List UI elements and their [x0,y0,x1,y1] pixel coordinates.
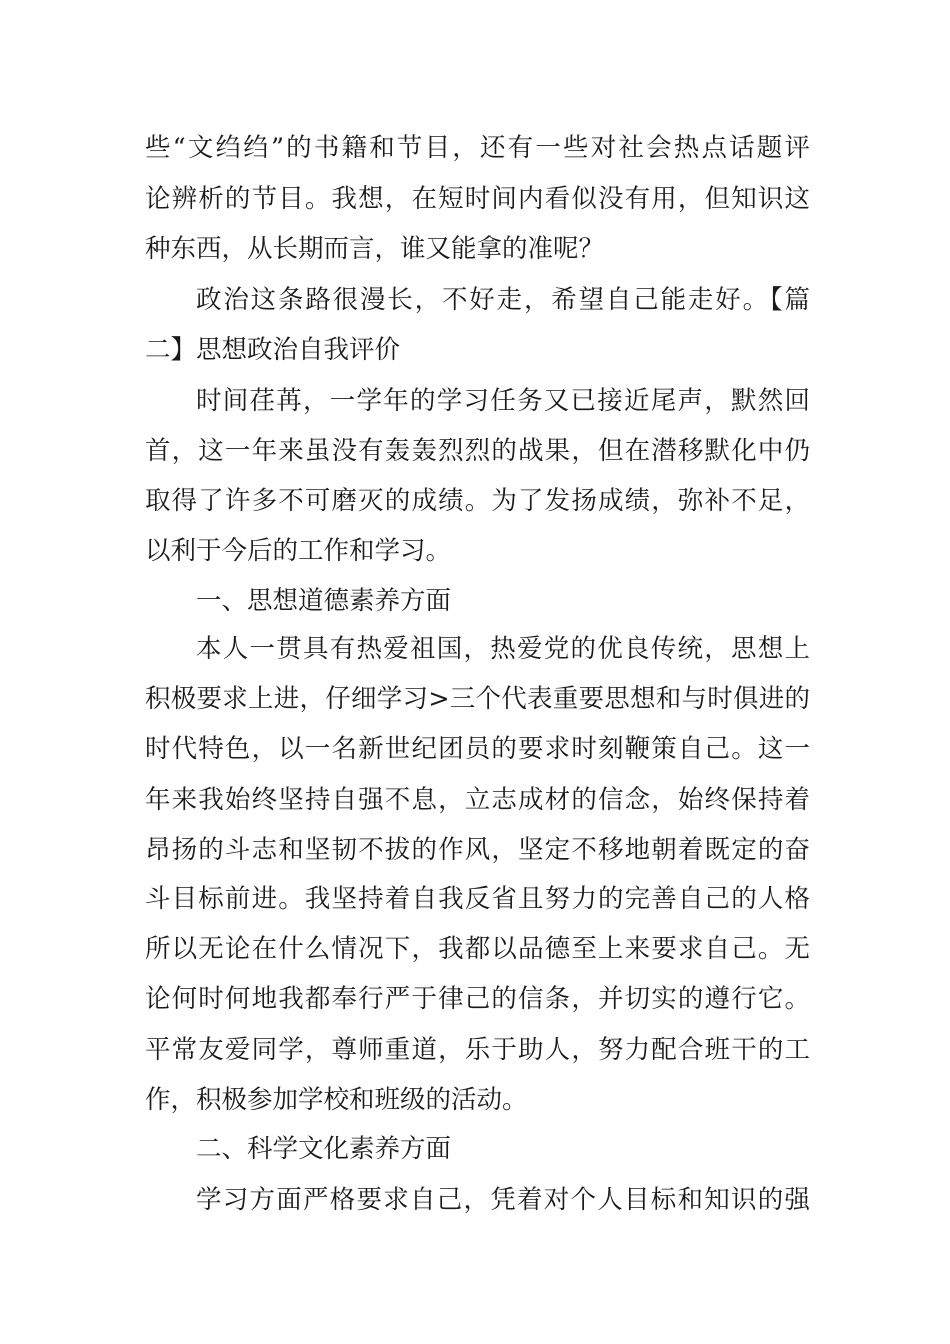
text-line: 论何时何地我都奉行严于律己的信条，并切实的遵行它。 [145,984,810,1014]
text-line: 本人一贯具有热爱祖国，热爱党的优良传统，思想上 [196,634,810,664]
text-line: 平常友爱同学，尊师重道，乐于助人，努力配合班干的工 [145,1035,810,1065]
text-line: 种东西，从长期而言，谁又能拿的准呢？ [145,234,605,264]
text-line: 所以无论在什么情况下，我都以品德至上来要求自己。无 [145,934,810,964]
text-line: 作，积极参加学校和班级的活动。 [145,1085,528,1115]
text-line: 首，这一年来虽没有轰轰烈烈的战果，但在潜移默化中仍 [145,436,810,466]
text-line: 时代特色，以一名新世纪团员的要求时刻鞭策自己。这一 [145,734,810,764]
text-line: 以利于今后的工作和学习。 [145,536,452,566]
text-line: 学习方面严格要求自己，凭着对个人目标和知识的强 [196,1185,810,1215]
text-line: 年来我始终坚持自强不息，立志成材的信念，始终保持着 [145,785,810,815]
text-line: 些“文绉绉”的书籍和节目，还有一些对社会热点话题评 [145,133,810,163]
text-line: 论辨析的节目。我想，在短时间内看似没有用，但知识这 [145,184,810,214]
text-line: 昂扬的斗志和坚韧不拔的作风，坚定不移地朝着既定的奋 [145,835,810,865]
text-line: 时间荏苒，一学年的学习任务又已接近尾声，默然回 [196,386,810,416]
section-heading: 一、思想道德素养方面 [196,586,452,616]
text-line: 取得了许多不可磨灭的成绩。为了发扬成绩，弥补不足， [145,486,810,516]
text-line: 斗目标前进。我坚持着自我反省且努力的完善自己的人格 [145,884,810,914]
section-heading: 二、科学文化素养方面 [196,1134,452,1164]
text-line: 二】思想政治自我评价 [145,335,401,365]
text-line: 政治这条路很漫长，不好走，希望自己能走好。【篇 [196,285,810,315]
text-line: 积极要求上进，仔细学习>三个代表重要思想和与时俱进的 [145,684,810,714]
